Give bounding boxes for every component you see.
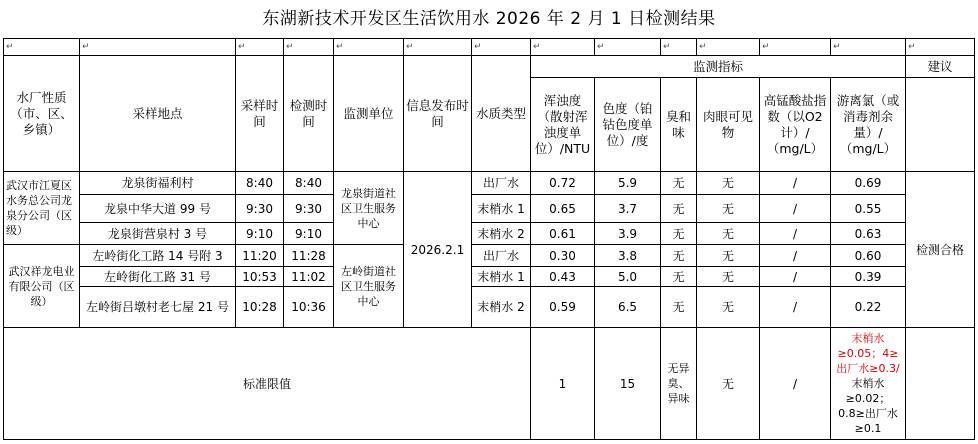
cell-odor: 无 — [661, 172, 697, 195]
para-mark: ↵ — [595, 39, 661, 56]
plant-name: 武汉祥龙电业有限公司（区级） — [4, 245, 80, 328]
cell-chlorine: 0.60 — [831, 245, 906, 267]
cell-test-time: 11:28 — [284, 245, 334, 267]
table-row — [4, 245, 975, 267]
cell-water-type: 末梢水 1 — [472, 195, 531, 223]
standard-turbidity: 1 — [531, 328, 595, 440]
header-advice-empty — [906, 78, 975, 172]
cell-color: 5.0 — [595, 267, 661, 287]
table-row — [4, 172, 975, 195]
cell-sample-time: 9:10 — [236, 223, 284, 245]
header-test-time: 检测时间 — [284, 56, 334, 172]
result-text: 检测合格 — [906, 172, 975, 328]
cell-test-time: 8:40 — [284, 172, 334, 195]
cell-water-type: 末梢水 2 — [472, 223, 531, 245]
cell-color: 3.7 — [595, 195, 661, 223]
cell-permanganate: / — [760, 267, 831, 287]
header-water-type: 水质类型 — [472, 56, 531, 172]
standard-chlorine-red: 末梢水≥0.05；4≥出厂水≥0.3/ — [836, 332, 900, 375]
cell-permanganate: / — [760, 287, 831, 328]
cell-visible: 无 — [697, 172, 760, 195]
header-plant-nature: 水厂性质（市、区、乡镇） — [4, 56, 80, 172]
para-mark: ↵ — [404, 39, 472, 56]
cell-location: 左岭街化工路 31 号 — [80, 267, 236, 287]
cell-color: 6.5 — [595, 287, 661, 328]
cell-permanganate: / — [760, 245, 831, 267]
cell-odor: 无 — [661, 223, 697, 245]
cell-turbidity: 0.65 — [531, 195, 595, 223]
cell-water-type: 出厂水 — [472, 172, 531, 195]
standard-row — [4, 328, 975, 440]
table-row — [4, 223, 975, 245]
cell-turbidity: 0.59 — [531, 287, 595, 328]
para-mark: ↵ — [236, 39, 284, 56]
cell-turbidity: 0.61 — [531, 223, 595, 245]
cell-water-type: 出厂水 — [472, 245, 531, 267]
cell-sample-time: 9:30 — [236, 195, 284, 223]
cell-visible: 无 — [697, 245, 760, 267]
marker-row — [4, 39, 975, 56]
para-mark: ↵ — [472, 39, 531, 56]
header-sample-location: 采样地点 — [80, 56, 236, 172]
standard-odor: 无异臭、异味 — [661, 328, 697, 440]
cell-color: 3.9 — [595, 223, 661, 245]
cell-test-time: 9:10 — [284, 223, 334, 245]
cell-water-type: 末梢水 2 — [472, 287, 531, 328]
cell-odor: 无 — [661, 195, 697, 223]
table-row — [4, 287, 975, 328]
cell-permanganate: / — [760, 195, 831, 223]
publish-date: 2026.2.1 — [404, 172, 472, 328]
cell-permanganate: / — [760, 223, 831, 245]
standard-advice-empty — [906, 328, 975, 440]
cell-location: 龙泉中华大道 99 号 — [80, 195, 236, 223]
header-color: 色度（铂钴色度单位）/度 — [595, 78, 661, 172]
cell-chlorine: 0.22 — [831, 287, 906, 328]
cell-odor: 无 — [661, 267, 697, 287]
table-row — [4, 195, 975, 223]
header-sample-time: 采样时间 — [236, 56, 284, 172]
para-mark: ↵ — [760, 39, 831, 56]
cell-color: 5.9 — [595, 172, 661, 195]
header-odor: 臭和味 — [661, 78, 697, 172]
header-visible: 肉眼可见物 — [697, 78, 760, 172]
header-row-1 — [4, 56, 975, 78]
cell-location: 左岭街吕墩村老七屋 21 号 — [80, 287, 236, 328]
standard-chlorine-black: 末梢水≥0.02；0.8≥出厂水≥0.1 — [838, 377, 898, 435]
cell-visible: 无 — [697, 267, 760, 287]
cell-chlorine: 0.63 — [831, 223, 906, 245]
cell-location: 左岭街化工路 14 号附 3 — [80, 245, 236, 267]
cell-test-time: 9:30 — [284, 195, 334, 223]
cell-test-time: 11:02 — [284, 267, 334, 287]
cell-sample-time: 10:28 — [236, 287, 284, 328]
para-mark: ↵ — [697, 39, 760, 56]
header-monitor-unit: 监测单位 — [334, 56, 404, 172]
cell-turbidity: 0.43 — [531, 267, 595, 287]
cell-visible: 无 — [697, 195, 760, 223]
monitor-unit: 左岭街道社区卫生服务中心 — [334, 245, 404, 328]
cell-visible: 无 — [697, 287, 760, 328]
para-mark: ↵ — [334, 39, 404, 56]
cell-odor: 无 — [661, 245, 697, 267]
cell-permanganate: / — [760, 172, 831, 195]
plant-name: 武汉市江夏区水务总公司龙泉分公司（区级） — [4, 172, 80, 245]
header-permanganate: 高锰酸盐指数（以O2计）/（mg/L） — [760, 78, 831, 172]
cell-sample-time: 10:53 — [236, 267, 284, 287]
cell-test-time: 10:36 — [284, 287, 334, 328]
table-row — [4, 267, 975, 287]
para-mark: ↵ — [80, 39, 236, 56]
standard-label: 标准限值 — [4, 328, 531, 440]
results-table — [3, 38, 975, 440]
para-mark: ↵ — [831, 39, 906, 56]
cell-water-type: 末梢水 1 — [472, 267, 531, 287]
cell-sample-time: 8:40 — [236, 172, 284, 195]
cell-location: 龙泉街福利村 — [80, 172, 236, 195]
standard-chlorine — [831, 328, 906, 440]
standard-visible: 无 — [697, 328, 760, 440]
standard-color: 15 — [595, 328, 661, 440]
cell-sample-time: 11:20 — [236, 245, 284, 267]
header-monitor-indicators: 监测指标 — [531, 56, 906, 78]
cell-chlorine: 0.39 — [831, 267, 906, 287]
cell-odor: 无 — [661, 287, 697, 328]
cell-turbidity: 0.72 — [531, 172, 595, 195]
header-turbidity: 浑浊度（散射浑浊度单位）/NTU — [531, 78, 595, 172]
cell-location: 龙泉街营泉村 3 号 — [80, 223, 236, 245]
para-mark: ↵ — [531, 39, 595, 56]
para-mark: ↵ — [4, 39, 80, 56]
header-publish-time: 信息发布时间 — [404, 56, 472, 172]
header-chlorine: 游离氯（或消毒剂余量）/（mg/L） — [831, 78, 906, 172]
cell-chlorine: 0.55 — [831, 195, 906, 223]
para-mark: ↵ — [906, 39, 975, 56]
cell-turbidity: 0.30 — [531, 245, 595, 267]
para-mark: ↵ — [661, 39, 697, 56]
cell-color: 3.8 — [595, 245, 661, 267]
cell-chlorine: 0.69 — [831, 172, 906, 195]
monitor-unit: 龙泉街道社区卫生服务中心 — [334, 172, 404, 245]
para-mark: ↵ — [284, 39, 334, 56]
page-title: 东湖新技术开发区生活饮用水 2026 年 2 月 1 日检测结果 — [262, 9, 716, 29]
cell-visible: 无 — [697, 223, 760, 245]
header-advice: 建议 — [906, 56, 975, 78]
standard-permanganate: / — [760, 328, 831, 440]
